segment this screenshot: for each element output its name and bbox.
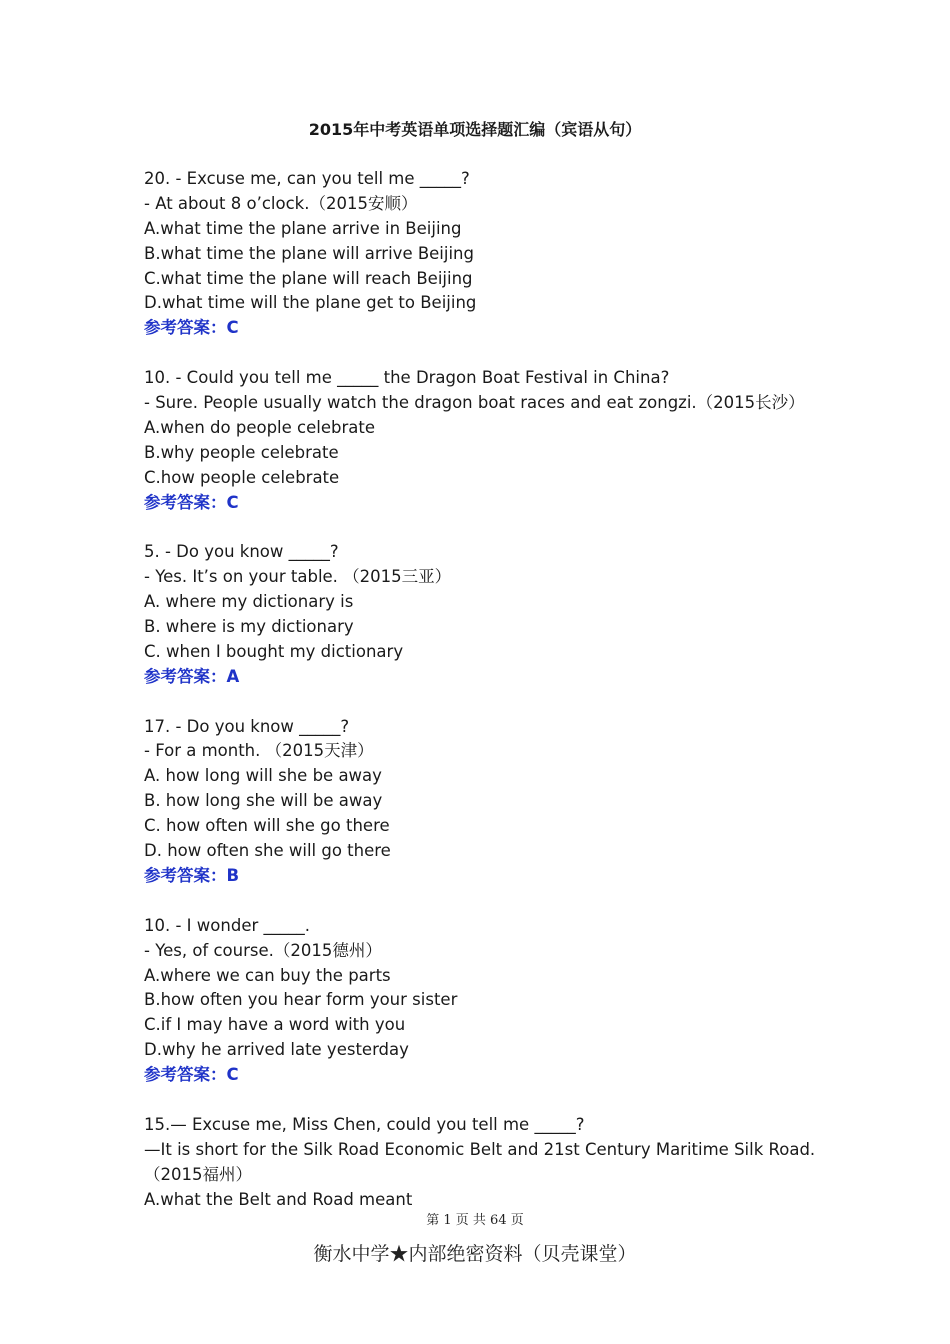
question-line: B. where is my dictionary: [144, 617, 354, 637]
question-line: A.where we can buy the parts: [144, 965, 391, 985]
question-stem: 20. - Excuse me, can you tell me _____?: [144, 169, 470, 188]
question-line: D.what time will the plane get to Beijing: [144, 293, 477, 313]
question-line: A.what time the plane arrive in Beijing: [144, 218, 462, 238]
question-line: D.why he arrived late yesterday: [144, 1040, 409, 1060]
question-line: B.how often you hear form your sister: [144, 990, 458, 1010]
question-reply: - At about 8 o’clock.（2015安顺）: [144, 193, 418, 213]
question-block: [144, 167, 824, 366]
question-line: C.what time the plane will reach Beijing: [144, 268, 473, 288]
question-reply: - Yes, of course.（2015德州）: [144, 940, 382, 960]
question-stem: 5. - Do you know _____?: [144, 542, 339, 562]
question-block: [144, 914, 824, 1113]
question-line: A. how long will she be away: [144, 766, 382, 786]
block-gap: [144, 889, 824, 914]
question-block: [144, 715, 824, 914]
question-reply: - Sure. People usually watch the dragon boat races and eat zongzi.（2015长沙）: [144, 393, 805, 413]
question-block: [144, 366, 824, 540]
block-gap: [144, 690, 824, 715]
answer-key: 参考答案：C: [144, 318, 239, 338]
question-list: [144, 167, 824, 1212]
question-line: （2015福州）: [144, 1164, 252, 1184]
answer-key: 参考答案：C: [144, 492, 239, 512]
question-line: A. where my dictionary is: [144, 592, 354, 612]
question-reply: - Yes. It’s on your table. （2015三亚）: [144, 567, 452, 587]
page-title: 2015年中考英语单项选择题汇编（宾语从句）: [308, 120, 642, 139]
question-stem: 10. - I wonder _____.: [144, 915, 310, 935]
question-reply: - For a month. （2015天津）: [144, 741, 374, 761]
footer-brand: 衡水中学★内部绝密资料（贝壳课堂）: [313, 1243, 637, 1265]
answer-key: 参考答案：B: [144, 865, 240, 885]
question-line: D. how often she will go there: [144, 841, 391, 861]
question-line: C.if I may have a word with you: [144, 1015, 406, 1035]
question-stem: 15.— Excuse me, Miss Chen, could you tell me _____?: [144, 1114, 585, 1134]
question-stem: 10. - Could you tell me _____ the Dragon Boat Festival in China?: [144, 368, 670, 388]
question-line: B.why people celebrate: [144, 442, 339, 462]
question-line: C. when I bought my dictionary: [144, 641, 404, 661]
page-number: 第 1 页 共 64 页: [426, 1213, 524, 1228]
block-gap: [144, 515, 824, 540]
question-reply: —It is short for the Silk Road Economic Belt and 21st Century Maritime Silk Road.: [144, 1139, 816, 1159]
question-line: C.how people celebrate: [144, 467, 340, 487]
answer-key: 参考答案：A: [144, 666, 240, 686]
question-block: [144, 1113, 824, 1213]
block-gap: [144, 341, 824, 366]
question-stem: 17. - Do you know _____?: [144, 716, 350, 736]
question-block: [144, 540, 824, 714]
block-gap: [144, 1088, 824, 1113]
question-line: B. how long she will be away: [144, 791, 383, 811]
question-line: A.when do people celebrate: [144, 417, 375, 437]
question-line: A.what the Belt and Road meant: [144, 1189, 413, 1209]
question-line: C. how often will she go there: [144, 816, 390, 836]
answer-key: 参考答案：C: [144, 1065, 239, 1085]
question-line: B.what time the plane will arrive Beijing: [144, 243, 474, 263]
